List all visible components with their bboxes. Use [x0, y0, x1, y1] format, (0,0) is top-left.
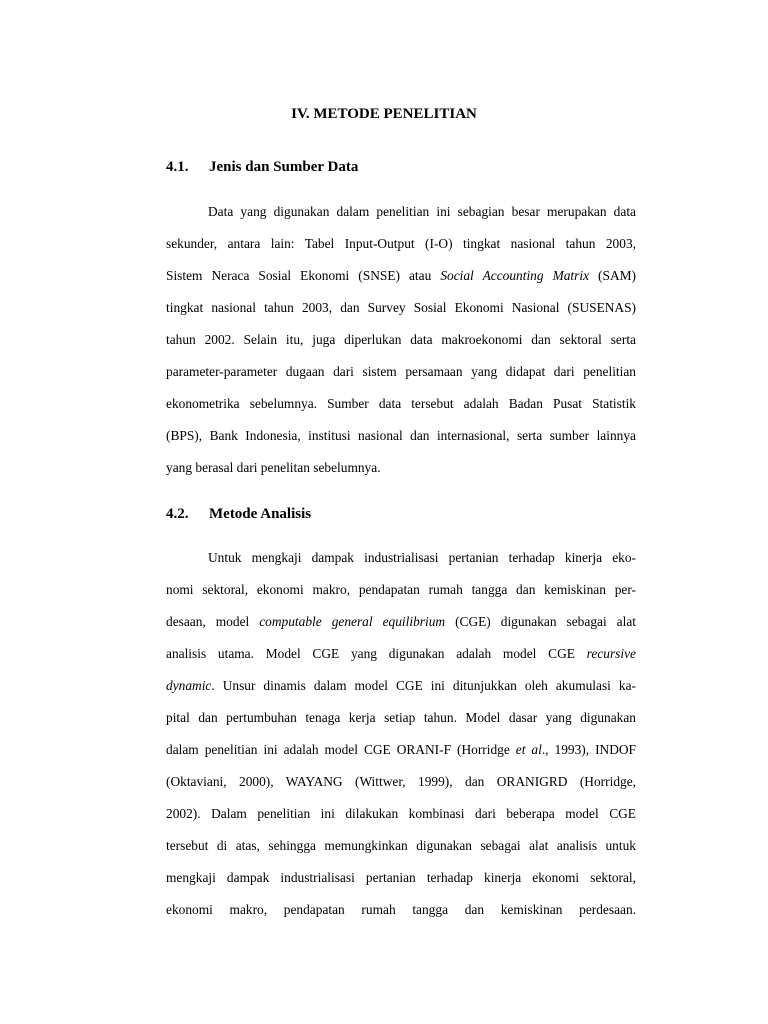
italic-term: Social Accounting Matrix	[440, 268, 590, 283]
section-title: Metode Analisis	[209, 506, 312, 522]
text-line: (BPS), Bank Indonesia, institusi nasional dan internasional, serta sumber lainnya	[166, 428, 636, 443]
paragraph-jenis-sumber-data	[166, 199, 636, 487]
section-number: 4.1.	[166, 159, 189, 175]
paragraph-metode-analisis	[166, 545, 636, 929]
section-title: Jenis dan Sumber Data	[209, 159, 359, 175]
text-line: Untuk mengkaji dampak industrialisasi pertanian terhadap kinerja eko-	[208, 550, 636, 565]
text-line: pital dan pertumbuhan tenaga kerja setiap tahun. Model dasar yang digunakan	[166, 710, 636, 725]
text-line: dalam penelitian ini adalah model CGE ORANI-F (Horridge et al., 1993), INDOF	[166, 742, 636, 757]
italic-term: dynamic	[166, 678, 212, 693]
section-heading-4-2	[166, 503, 636, 525]
section-heading-4-1	[166, 156, 636, 178]
text-line: ekonomi makro, pendapatan rumah tangga dan kemiskinan perdesaan.	[166, 902, 636, 917]
text-line: 2002). Dalam penelitian ini dilakukan kombinasi dari beberapa model CGE	[166, 806, 636, 821]
text-line: parameter-parameter dugaan dari sistem persamaan yang didapat dari penelitian	[166, 364, 636, 379]
text-line: desaan, model computable general equilibrium (CGE) digunakan sebagai alat	[166, 614, 636, 629]
text-line: Data yang digunakan dalam penelitian ini sebagian besar merupakan data	[208, 204, 636, 219]
text-line: dynamic. Unsur dinamis dalam model CGE ini ditunjukkan oleh akumulasi ka-	[166, 678, 636, 693]
text-line: analisis utama. Model CGE yang digunakan adalah model CGE recursive	[166, 646, 636, 661]
text-line: mengkaji dampak industrialisasi pertanian terhadap kinerja ekonomi sektoral,	[166, 870, 636, 885]
text-line: nomi sektoral, ekonomi makro, pendapatan rumah tangga dan kemiskinan per-	[166, 582, 636, 597]
text-line: tersebut di atas, sehingga memungkinkan digunakan sebagai alat analisis untuk	[166, 838, 636, 853]
italic-term: computable general equilibrium	[259, 614, 446, 629]
text-line: ekonometrika sebelumnya. Sumber data tersebut adalah Badan Pusat Statistik	[166, 396, 636, 411]
text-line: tahun 2002. Selain itu, juga diperlukan data makroekonomi dan sektoral serta	[166, 332, 636, 347]
italic-term: et al	[515, 742, 542, 757]
italic-term: recursive	[586, 646, 636, 661]
text-line: sekunder, antara lain: Tabel Input-Output (I-O) tingkat nasional tahun 2003,	[166, 236, 636, 251]
section-number: 4.2.	[166, 506, 189, 522]
text-line: (Oktaviani, 2000), WAYANG (Wittwer, 1999), dan ORANIGRD (Horridge,	[166, 774, 636, 789]
text-line: yang berasal dari penelitan sebelumnya.	[166, 460, 381, 475]
text-line: tingkat nasional tahun 2003, dan Survey Sosial Ekonomi Nasional (SUSENAS)	[166, 300, 636, 315]
chapter-title: IV. METODE PENELITIAN	[291, 106, 477, 122]
text-line: Sistem Neraca Sosial Ekonomi (SNSE) atau Social Accounting Matrix (SAM)	[166, 268, 636, 283]
